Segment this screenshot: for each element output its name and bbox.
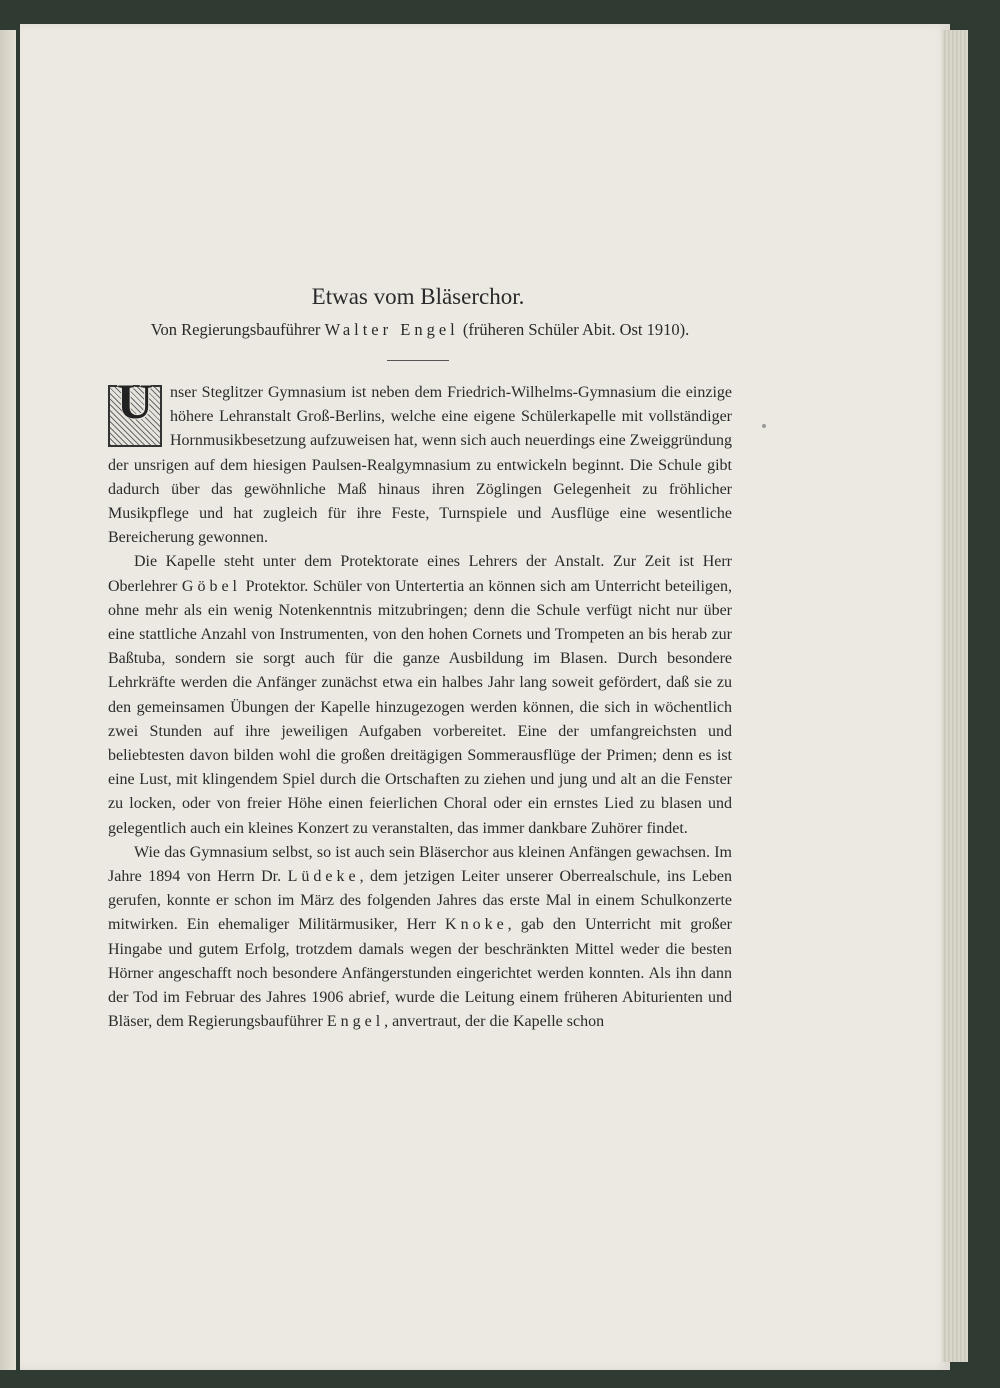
name-knoke: Knoke [445,916,508,934]
paragraph-3-text-d: , anvertraut, der die Kapelle schon [384,1013,605,1031]
byline [108,320,732,340]
paragraph-2-text-b: Protektor. Schüler von Untertertia an können sich am Unterricht beteiligen, ohne mehr als ein wenig Notenkenntnis mitzubringen; denn die Schule verfügt nicht nur über eine stattliche Anzahl von Instrumenten, von den hohen Cornets und Trompeten an bis herab zur Baßtuba, sondern sie sorgt auch für die ganze Ausbildung im Blasen. Durch besondere Lehrkräfte werden die Anfänger zunächst etwa ein halbes Jahr lang soweit gefördert, daß sie zu den gemeinsamen Übungen der Kapelle hinzugezogen werden können, die sich in wöchentlich zwei Stunden auf ihre jeweiligen Aufgaben vorbereitet. Eine der umfangreichsten und beliebtesten davon bilden wohl die großen dreitägigen Sommerausflüge der Primen; denn es ist eine Lust, mit klingendem Spiel durch die Ortschaften zu ziehen und jung und alt an die Fenster zu locken, oder von freier Höhe einen feierlichen Choral oder ein ernstes Lied zu blasen und gelegentlich auch ein kleines Konzert zu veranstalten, das immer dankbare Zuhörer findet. [108,577,733,837]
paragraph-3-text-c: , gab den Unterricht mit großer Hingabe und gutem Erfolg, trotzdem damals wegen der beschränkten Mittel weder die besten Hörner angeschafft noch besondere Anfängerstunden eingerichtet werden konnten. Als ihn dann der Tod im Februar des Jahres 1906 abrief, wurde die Leitung einem früheren Abiturienten und Bläser, dem Regierungsbauführer [108,916,733,1031]
byline-suffix: (früheren Schüler Abit. Ost 1910). [462,320,690,339]
paragraph-2-text-a: Die Kapelle steht unter dem Protektorate eines Lehrers der Anstalt. Zur Zeit ist Herr Oberlehrer [108,553,732,595]
margin-speck [762,424,766,428]
paragraph-3-text-b: , dem jetzigen Leiter unserer Oberrealschule, ins Leben gerufen, konnte er schon im März des folgenden Jahres das erste Mal in einem Schulkonzerte mitwirken. Ein ehemaliger Militärmusiker, Herr [108,868,733,934]
page-stack-edge [942,30,968,1362]
paragraph-1 [108,373,732,550]
article-title: Etwas vom Bläserchor. [311,284,525,309]
paragraph-2 [108,550,732,840]
paragraph-3-text-a: Wie das Gymnasium selbst, so ist auch sein Bläserchor aus kleinen Anfängen gewachsen. Im Jahre 1894 von Herrn Dr. [108,843,732,886]
byline-prefix: Von Regierungsbauführer [150,320,321,339]
byline-author: Walter Engel [324,320,459,339]
title-divider [387,360,449,361]
article-body [108,373,733,1034]
ornamental-initial-letter: U [116,373,154,429]
paragraph-3 [108,841,732,1035]
ornamental-initial [108,373,162,447]
facing-page-edge [0,30,16,1370]
paragraph-1-text: nser Steglitzer Gymnasium ist neben dem Friedrich-Wilhelms-Gymnasium die einzige höhere Lehranstalt Groß-Berlins, welche eine eigene Schülerkapelle mit vollständiger Hornmusikbesetzung aufzuweisen hat, wenn sich auch neuerdings eine Zweiggründung der unsrigen auf dem hiesigen Paulsen-Realgymnasium zu entwickeln beginnt. Die Schule gibt dadurch über das gewöhnliche Maß hinaus ihren Zöglingen Gelegenheit zu fröhlicher Musikpflege und hat zugleich für ihre Feste, Turnspiele und Ausflüge eine wesentliche Bereicherung gewonnen. [108,384,732,547]
name-engel: Engel [326,1013,385,1031]
name-goebel: Göbel [181,577,241,595]
name-luedeke: Lüdeke [287,868,360,886]
